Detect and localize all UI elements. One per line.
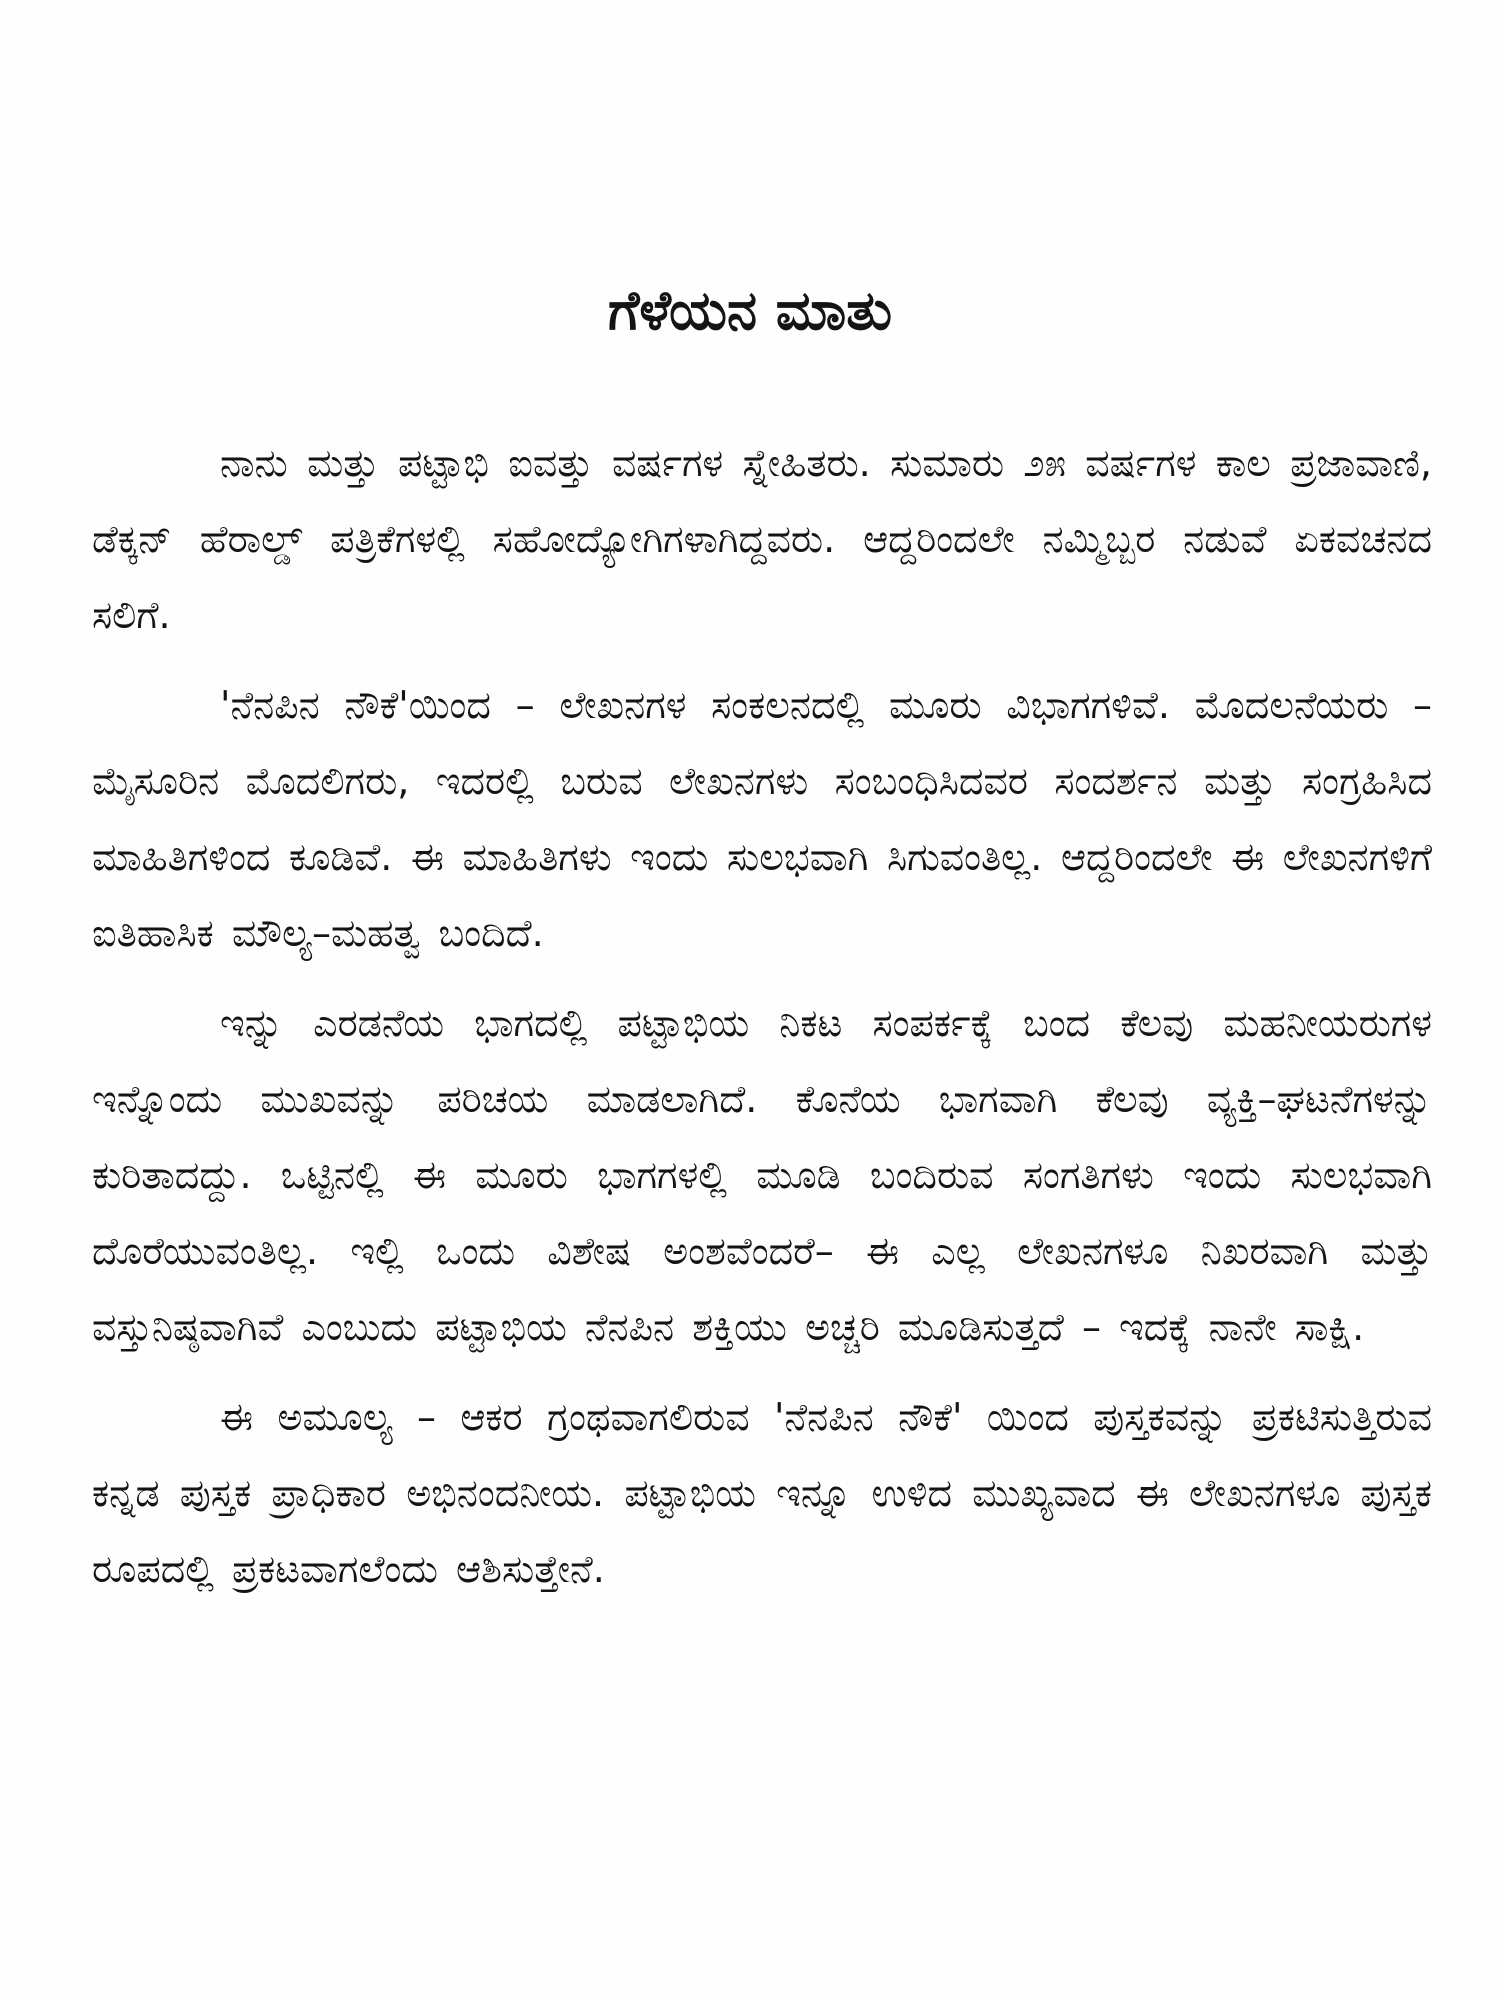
paragraph-2: 'ನೆನಪಿನ ನೌಕೆ'ಯಿಂದ – ಲೇಖನಗಳ ಸಂಕಲನದಲ್ಲಿ ಮೂರು ವಿಭಾಗಗಳಿವೆ. ಮೊದಲನೆಯರು – ಮೈಸೂರಿನ ಮೊದಲಿಗರು, ಇದರಲ್ಲಿ ಬರುವ ಲೇಖನಗಳು ಸಂಬಂಧಿಸಿದವರ ಸಂದರ್ಶನ ಮತ್ತು ಸಂಗ್ರಹಿಸಿದ ಮಾಹಿತಿಗಳಿಂದ ಕೂಡಿವೆ. ಈ ಮಾಹಿತಿಗಳು ಇಂದು ಸುಲಭವಾಗಿ ಸಿಗುವಂತಿಲ್ಲ. ಆದ್ದರಿಂದಲೇ ಈ ಲೇಖನಗಳಿಗೆ ಐತಿಹಾಸಿಕ ಮೌಲ್ಯ–ಮಹತ್ವ ಬಂದಿದೆ. [92, 683, 1432, 955]
paragraph-3: ಇನ್ನು ಎರಡನೆಯ ಭಾಗದಲ್ಲಿ ಪಟ್ಟಾಭಿಯ ನಿಕಟ ಸಂಪರ್ಕಕ್ಕೆ ಬಂದ ಕೆಲವು ಮಹನೀಯರುಗಳ ಇನ್ನೊಂದು ಮುಖವನ್ನು ಪರಿಚಯ ಮಾಡಲಾಗಿದೆ. ಕೊನೆಯ ಭಾಗವಾಗಿ ಕೆಲವು ವ್ಯಕ್ತಿ–ಘಟನೆಗಳನ್ನು ಕುರಿತಾದದ್ದು. ಒಟ್ಟಿನಲ್ಲಿ ಈ ಮೂರು ಭಾಗಗಳಲ್ಲಿ ಮೂಡಿ ಬಂದಿರುವ ಸಂಗತಿಗಳು ಇಂದು ಸುಲಭವಾಗಿ ದೊರೆಯುವಂತಿಲ್ಲ. ಇಲ್ಲಿ ಒಂದು ವಿಶೇಷ ಅಂಶವೆಂದರೆ– ಈ ಎಲ್ಲ ಲೇಖನಗಳೂ ನಿಖರವಾಗಿ ಮತ್ತು ವಸ್ತುನಿಷ್ಠವಾಗಿವೆ ಎಂಬುದು ಪಟ್ಟಾಭಿಯ ನೆನಪಿನ ಶಕ್ತಿಯು ಅಚ್ಚರಿ ಮೂಡಿಸುತ್ತದೆ – ಇದಕ್ಕೆ ನಾನೇ ಸಾಕ್ಷಿ. [92, 1001, 1433, 1349]
paragraph-4: ಈ ಅಮೂಲ್ಯ – ಆಕರ ಗ್ರಂಥವಾಗಲಿರುವ 'ನೆನಪಿನ ನೌಕೆ' ಯಿಂದ ಪುಸ್ತಕವನ್ನು ಪ್ರಕಟಿಸುತ್ತಿರುವ ಕನ್ನಡ ಪುಸ್ತಕ ಪ್ರಾಧಿಕಾರ ಅಭಿನಂದನೀಯ. ಪಟ್ಟಾಭಿಯ ಇನ್ನೂ ಉಳಿದ ಮುಖ್ಯವಾದ ಈ ಲೇಖನಗಳೂ ಪುಸ್ತಕ ರೂಪದಲ್ಲಿ ಪ್ರಕಟವಾಗಲೆಂದು ಆಶಿಸುತ್ತೇನೆ. [92, 1395, 1432, 1591]
page-title: ಗೆಳೆಯನ ಮಾತು [608, 279, 892, 342]
paragraph-1: ನಾನು ಮತ್ತು ಪಟ್ಟಾಭಿ ಐವತ್ತು ವರ್ಷಗಳ ಸ್ನೇಹಿತರು. ಸುಮಾರು ೨೫ ವರ್ಷಗಳ ಕಾಲ ಪ್ರಜಾವಾಣಿ, ಡೆಕ್ಕನ್ ಹೆರಾಲ್ಡ್ ಪತ್ರಿಕೆಗಳಲ್ಲಿ ಸಹೋದ್ಯೋಗಿಗಳಾಗಿದ್ದವರು. ಆದ್ದರಿಂದಲೇ ನಮ್ಮಿಬ್ಬರ ನಡುವೆ ಏಕವಚನದ ಸಲಿಗೆ. [92, 441, 1432, 637]
body-text [92, 425, 1432, 1621]
